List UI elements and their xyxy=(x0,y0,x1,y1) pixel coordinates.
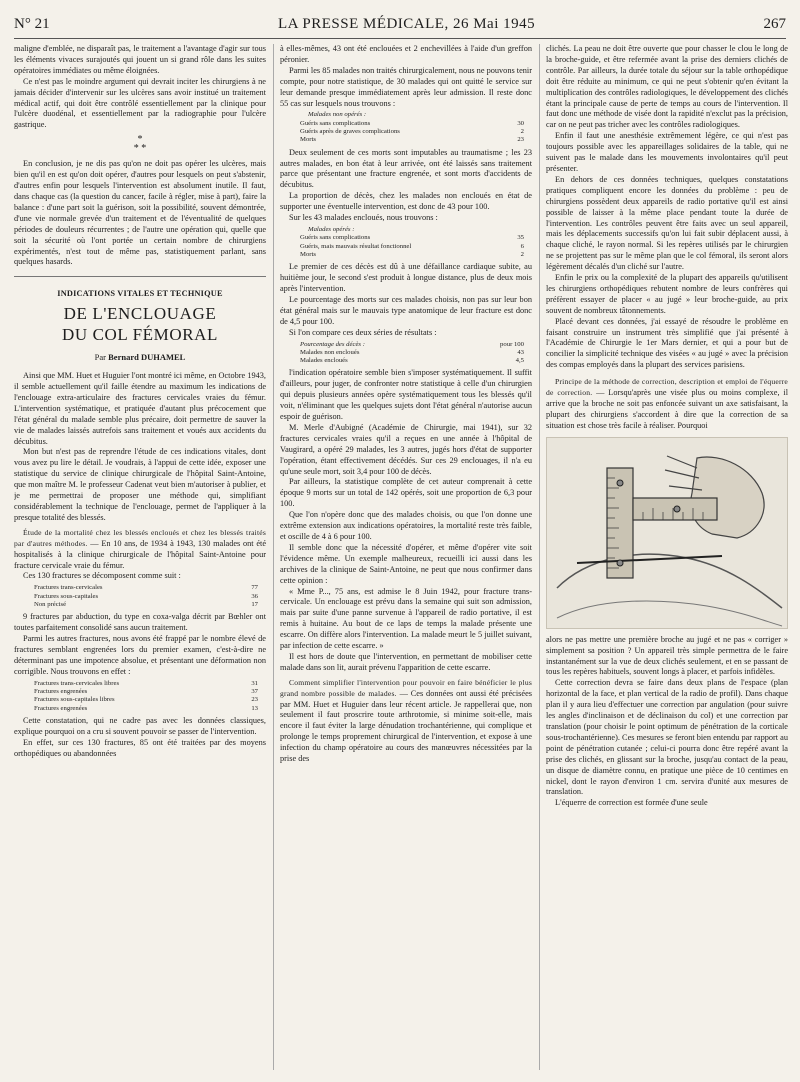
table-heading: Pourcentage des décès : xyxy=(300,340,365,348)
paragraph: Comment simplifier l'intervention pour pouvoir en faire bénéficier le plus grand nombre possible de malades. — Ces données ont aussi été précisées par MM. Huet et Huguier dans leur récent article. Je rappellerai que, non seulement il faut proscrire toute arthrotomie, si minime soit-elle, mais encore il faut éviter la large dénudation trochantérienne, qui complique et prolonge le temps proprement chirurgical de l'intervention, et expose à une infection du champ opératoire au cours des manœuvres nécessitées par la prise des xyxy=(280,677,532,764)
paragraph: En conclusion, je ne dis pas qu'on ne doit pas opérer les ulcères, mais bien qu'il en est qu'on doit opérer, d'autres pour lesquels on peut s'abstenir, d'autres enfin pour lesquels l'intervention est absolument inutile. Il faut, dans chaque cas (la question du cancer, facile à régler, mise à part), faire la balance : d'une part soit la guérison, soit la possibilité, souvent démontrée, d'une vie normale grevée d'un traitement et de l'éventualité de quelques périodes de douleurs récurrentes ; de l'autre une opération qui, quelle que soit la sécurité où l'ont portée un certain nombre de chirurgiens expérimentés, n'est tout de même pas, statistiquement parlant, sans quelques hasards. xyxy=(14,159,266,267)
paragraph: Principe de la méthode de correction, description et emploi de l'équerre de correction. — Lorsqu'après une visée plus ou moins complexe, il arrive que la broche ne soit pas enfoncée suivant un axe satisfaisant, la plupart des chirurgiens s'accordent à dire que la correction de sa situation est chose très facile à réaliser. Pourquoi xyxy=(546,377,788,430)
table-row: Fractures trans-cervicales libres 31 xyxy=(34,679,258,687)
paragraph: Enfin le prix ou la complexité de la plupart des appareils qu'utilisent les chirurgiens orthopédiques rebutent nombre de leurs confrères qui préfèrent essayer de placer « au jugé » leur broche-guide, au prix souvent de nombreux tâtonnements. xyxy=(546,273,788,315)
paragraph: Étude de la mortalité chez les blessés encloués et chez les blessés traités par d'autres méthodes. — En 10 ans, de 1934 à 1943, 130 malades ont été hospitalisés à la clinique chirurgicale de l'hôpital Saint-Antoine pour fracture cervicale vraie du fémur. xyxy=(14,527,266,570)
paragraph: Par ailleurs, la statistique complète de cet auteur comprenait à cette époque 9 morts sur un total de 142 opérés, soit une proportion de 6,3 pour 100. xyxy=(280,477,532,509)
paragraph: Le premier de ces décès est dû à une défaillance cardiaque subite, au huitième jour, le second s'est produit à longue distance, plus de deux mois après l'intervention. xyxy=(280,262,532,293)
section-heading: Étude de la mortalité chez les blessés encloués et chez les blessés traités par d'autres méthodes. xyxy=(14,527,266,548)
table-row: Non précisé 17 xyxy=(34,600,258,608)
paragraph: La proportion de décès, chez les malades non encloués en état de supporter une éventuelle intervention, est donc de 43 pour 100. xyxy=(280,191,532,212)
paragraph: Cette correction devra se faire dans deux plans de l'espace (plan horizontal de la face, et plan vertical de la radio de profil). Dans chaque plan il y aura lieu d'effectuer une correction par angulation (pour suivre les angles d'inclinaison et de déclinaison du col) et une correction par translation (pour choisir le point optimum de pénétration de la corticale sous-trochantérienne). Ces mesures se feront bien entendu par rapport au point de pénétration cutanée ; celui-ci pourra donc être repéré avant la prise des clichés, en glissant sur la broche, jusqu'au contact de la peau, un disque de diamètre connu, en pratique une pièce de 10 centimes en nickel, dont le rayon d'environ 1 cm. servira d'unité aux mesures de translation. xyxy=(546,678,788,797)
article-author: Par Bernard DUHAMEL xyxy=(94,352,186,363)
table-row: Guéris après de graves complications 2 xyxy=(300,128,524,136)
table-row: Guéris, mais mauvais résultat fonctionnel 6 xyxy=(300,242,524,250)
hand-holding-square-illustration xyxy=(547,438,787,628)
page-header xyxy=(14,16,786,39)
section-heading: Principe de la méthode de correction, description et emploi de l'équerre de correction. xyxy=(546,377,788,398)
table-row: Guéris sans complications 35 xyxy=(300,234,524,242)
paragraph: 9 fractures par abduction, du type en coxa-valga décrit par Bœhler ont toutes parfaitement consolidé sans aucun traitement. xyxy=(14,612,266,633)
paragraph: Ainsi que MM. Huet et Huguier l'ont montré ici même, en Octobre 1943, il semble actuellement qu'il faille étendre au maximum les indications de l'enclouage extra-articulaire des fractures cervicales vraies du fémur. L'intervention systématique, et pratiquée d'autant plus précocement que l'état général du malade semble plus précaire, doit permettre de sauver la vie de malades laissés autrefois sans traitement et voués aux accidents du décubitus. xyxy=(14,371,266,446)
table-row: Morts 23 xyxy=(300,136,524,144)
article-title: DE L'ENCLOUAGE DU COL FÉMORAL xyxy=(61,304,219,345)
fracture-table xyxy=(34,584,266,609)
table-row: Fractures sous-capitales libres 23 xyxy=(34,696,258,704)
paragraph: Ces 130 fractures se décomposent comme suit : xyxy=(23,571,181,581)
section-separator: * * * xyxy=(133,134,147,155)
paragraph: Parmi les 85 malades non traités chirurgicalement, nous ne pouvons tenir compte, pour notre statistique, de 30 malades qui ont quitté le service sur leur demande presque immédiatement après leur admission. Il reste donc 55 cas sur lesquels nous trouvons : xyxy=(280,65,532,108)
article-divider xyxy=(14,276,266,277)
paragraph: Deux seulement de ces morts sont imputables au traumatisme ; les 23 autres malades, en bon état à leur arrivée, ont été laissés sans traitement parce que présentant une fracture engrenée, et sont morts d'accidents de décubitus. xyxy=(280,147,532,190)
paragraph: Sur les 43 malades encloués, nous trouvons : xyxy=(289,213,438,223)
correction-square-figure xyxy=(546,437,788,629)
table-row: Fractures engrenées 37 xyxy=(34,687,258,695)
page-number: 267 xyxy=(763,16,786,32)
paragraph: maligne d'emblée, ne disparaît pas, le traitement a l'avantage d'agir sur tous les éléments vivaces surajoutés qui jouent un si grand rôle dans les suites opératoires immédiates ou même éloignées. xyxy=(14,44,266,75)
paragraph: En dehors de ces données techniques, quelques constatations pratiques compliquent encore les données du problème : peu de chirurgiens possèdent deux appareils de radio portative qu'il est ainsi possible de laisser à la même place pendant toute la durée de l'intervention. Les contrôles peuvent être faits avec un seul appareil, mais les déplacements successifs qu'on lui fait subir déplacent aussi, à chaque cliché, le rayon normal. Si les repères utilisés par le chirurgien ne se projettent pas sur le même plan que le col fémoral, ils seront alors légèrement décalés d'un cliché sur l'autre. xyxy=(546,174,788,272)
paragraph: à elles-mêmes, 43 ont été enclouées et 2 enchevillées à l'aide d'un greffon péronier. xyxy=(280,44,532,64)
paragraph: l'indication opératoire semble bien s'imposer systématiquement. Il suffit d'ailleurs, pour juger, de confronter notre statistique à celle d'un chirurgien qui depuis plusieurs années opère systématiquement tous les blessés qu'il voit, n'éliminant que les quelques sujets dont l'état général n'autorise aucun espoir de guérison. xyxy=(280,368,532,422)
mortality-table xyxy=(300,341,532,366)
paragraph: Il semble donc que la nécessité d'opérer, et même d'opérer vite soit l'évidence même. Un exemple malheureux, recueilli ici aussi dans les archives de la clinique de Saint-Antoine, ne peut que nous confirmer dans cette opinion : xyxy=(280,542,532,585)
section-heading: Comment simplifier l'intervention pour pouvoir en faire bénéficier le plus grand nombre possible de malades. xyxy=(280,677,532,698)
table-row: Malades encloués 4,5 xyxy=(300,357,524,365)
paragraph: Le pourcentage des morts sur ces malades choisis, non pas sur leur bon état général mais sur le mauvais type anatomique de leur fracture est donc de 4,5 pour 100. xyxy=(280,294,532,326)
table-heading: Malades opérés : xyxy=(308,225,355,233)
column-divider xyxy=(539,44,540,1070)
paragraph: Parmi les autres fractures, nous avons été frappé par le nombre élevé de fractures semblant engrenées lors du premier examen, c'est-à-dire ne déterminant pas une impotence absolue, et présentant une déformation non corrigible. Nous trouvons en effet : xyxy=(14,634,266,676)
paragraph: Mon but n'est pas de reprendre l'étude de ces indications vitales, dont vous avez pu lire le détail. Je voudrais, à l'appui de cette idée, exposer une statistique du service de clinique chirurgicale de l'hôpital Saint-Antoine, que mon maître M. le professeur Cadenat veut bien m'autoriser à publier, et je me permettrai de proposer une méthode qui, simplifiant considérablement la technique de l'enclouage, permet de l'appliquer à la presque totalité des blessés. xyxy=(14,447,266,522)
table-row: Fractures trans-cervicales 77 xyxy=(34,584,258,592)
article-overline: INDICATIONS VITALES ET TECHNIQUE xyxy=(57,289,223,299)
table-row: Morts 2 xyxy=(300,250,524,258)
table-row: Guéris sans complications 30 xyxy=(300,119,524,127)
fracture-type-table xyxy=(34,680,266,713)
paragraph: Cette constatation, qui ne cadre pas avec les données classiques, explique pourquoi on a cru si souvent pouvoir se passer de l'intervention. xyxy=(14,715,266,736)
table-heading: Malades non opérés : xyxy=(308,111,367,119)
table-row: Malades non encloués 43 xyxy=(300,348,524,356)
issue-number: N° 21 xyxy=(14,16,50,32)
column-divider xyxy=(273,44,274,1070)
paragraph: Si l'on compare ces deux séries de résultats : xyxy=(289,327,437,337)
paragraph: Placé devant ces données, j'ai essayé de résoudre le problème en faisant construire un instrument très simplifié que j'ai présenté à l'Académie de Chirurgie le 1er Mars dernier, et qui a pour but de concilier la simplicité technique des visées « au jugé » avec la précision des compas employés dans la plupart des services parisiens. xyxy=(546,316,788,370)
column-1 xyxy=(14,44,266,759)
column-3 xyxy=(546,44,788,809)
paragraph: Que l'on n'opère donc que des malades choisis, ou que l'on donne une extrême extension aux indications opératoires, la mortalité reste très faible, et oscille de 4 à 6 pour 100. xyxy=(280,510,532,541)
quoted-case: « Mme P..., 75 ans, est admise le 8 Juin 1942, pour fracture trans-cervicale. Un enclouage est prévu dans la semaine qui suit son admission, mais par suite d'une panne survenue à l'appareil de radio portative, il est remis à huitaine. Au bout de ce laps de temps la malade présente une escarre. On diffère alors l'intervention. La malade meurt le 5 juillet suivant, par infection de cette escarre. » xyxy=(280,586,532,651)
journal-title: LA PRESSE MÉDICALE, 26 Mai 1945 xyxy=(277,16,536,32)
paragraph: M. Merle d'Aubigné (Académie de Chirurgie, mai 1941), sur 32 fractures cervicales vraies qu'il a reçues en une année à l'hôpital de Vaugirard, a opéré 29 malades, les 3 autres, jugés hors d'état de supporter l'opération, étant effectivement décédés. Sur ces 29 enclouages, il n'a eu qu'une seule mort, soit 3,4 pour 100 de décès. xyxy=(280,422,532,476)
non-operated-table xyxy=(300,111,532,144)
operated-table xyxy=(300,226,532,259)
column-2 xyxy=(280,44,532,765)
paragraph: Il est hors de doute que l'intervention, en permettant de mobiliser cette malade dans son lit, aurait prévenu l'apparition de cette escarre. xyxy=(280,651,532,672)
table-row xyxy=(300,341,532,349)
table-unit: pour 100 xyxy=(500,340,524,348)
issue-date: 26 Mai 1945 xyxy=(452,16,536,32)
paragraph: L'équerre de correction est formée d'une seule xyxy=(555,798,708,808)
paragraph: Ce n'est pas le moindre argument qui devrait inciter les chirurgiens à ne jamais décider d'intervenir sur les ulcères sans avoir institué un traitement médical actif, qui doit être contrôlé essentiellement par la clinique pour l'ulcère duodénal, et essentiellement par la radiographie pour l'ulcère gastrique. xyxy=(14,76,266,130)
paragraph: alors ne pas mettre une première broche au jugé et ne pas « corriger » simplement sa position ? Un appareil très simple permettra de le faire instantanément sur la vue de deux clichés seulement, et en se passant de tous les repères habituels, souvent longs à placer, et parfois infidèles. xyxy=(546,634,788,677)
table-row: Fractures engrenées 13 xyxy=(34,704,258,712)
paragraph: clichés. La peau ne doit être ouverte que pour chasser le clou le long de la broche-guide, et être refermée avant la prise des derniers clichés de contrôle. Par ailleurs, la durée totale du séjour sur la table orthopédique doit être réduite au minimum, ce qui ne peut s'obtenir qu'en évitant la multiplication des contrôles radiologiques, le développement des clichés étant la principale cause de perte de temps au cours de l'intervention. Il faut donc une méthode de visée dont la rapidité n'exclut pas la précision, car on ne peut pas tricher avec les contrôles radiologiques. xyxy=(546,44,788,130)
paragraph: En effet, sur ces 130 fractures, 85 ont été traitées par des moyens orthopédiques ou abandonnées xyxy=(14,737,266,758)
table-row: Fractures sous-capitales 36 xyxy=(34,592,258,600)
paragraph: Enfin il faut une anesthésie extrêmement légère, ce qui n'est pas toujours possible avec les appareillages solidaires de la table, qui ne suivent pas le malade dans les mouvements involontaires qu'il peut présenter. xyxy=(546,131,788,173)
